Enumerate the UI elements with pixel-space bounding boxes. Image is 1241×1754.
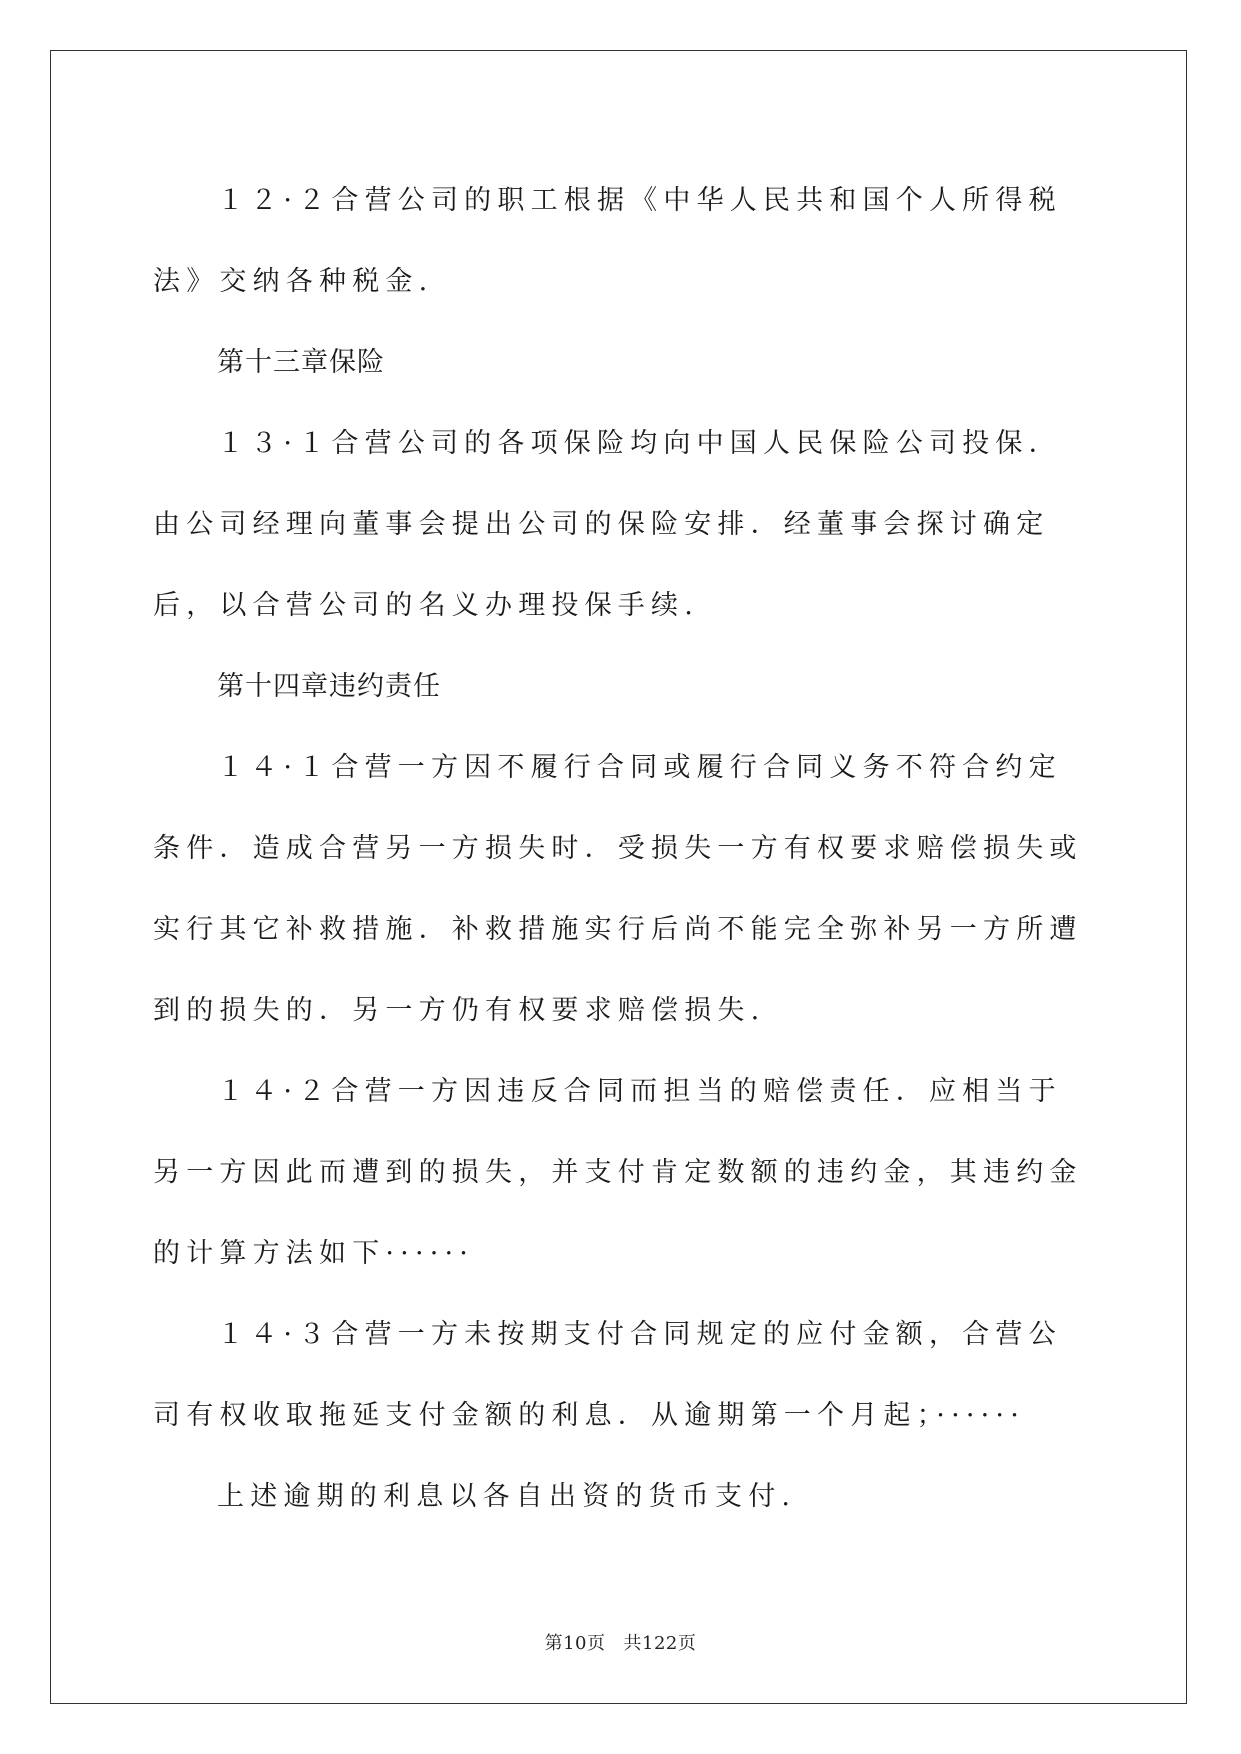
clause-13-1: １３·１合营公司的各项保险均向中国人民保险公司投保．由公司经理向董事会提出公司的保险安排．经董事会探讨确定后，以合营公司的名义办理投保手续. (153, 428, 1062, 621)
document-body (153, 160, 1088, 1537)
clause-14-2: １４·２合营一方因违反合同而担当的赔偿责任．应相当于另一方因此而遭到的损失，并支付肯定数额的违约金，其违约金的计算方法如下······ (153, 1076, 1083, 1269)
page-number: 第10页 (544, 1633, 606, 1654)
clause-12-2: １２·２合营公司的职工根据《中华人民共和国个人所得税法》交纳各种税金. (153, 185, 1062, 297)
chapter-13-heading: 第十三章保险 (217, 347, 385, 378)
clause-14-3: １４·３合营一方未按期支付合同规定的应付金额，合营公司有权收取拖延支付金额的利息．从逾期第一个月起；······ (153, 1319, 1062, 1431)
total-pages: 共122页 (623, 1633, 697, 1654)
chapter-14-heading: 第十四章违约责任 (217, 671, 441, 702)
page-footer (0, 1629, 1241, 1655)
late-interest-paragraph: 上述逾期的利息以各自出资的货币支付. (217, 1481, 797, 1512)
clause-14-1: １４·１合营一方因不履行合同或履行合同义务不符合约定条件．造成合营另一方损失时．受损失一方有权要求赔偿损失或实行其它补救措施．补救措施实行后尚不能完全弥补另一方所遭到的损失的．另一方仍有权要求赔偿损失. (153, 752, 1083, 1026)
